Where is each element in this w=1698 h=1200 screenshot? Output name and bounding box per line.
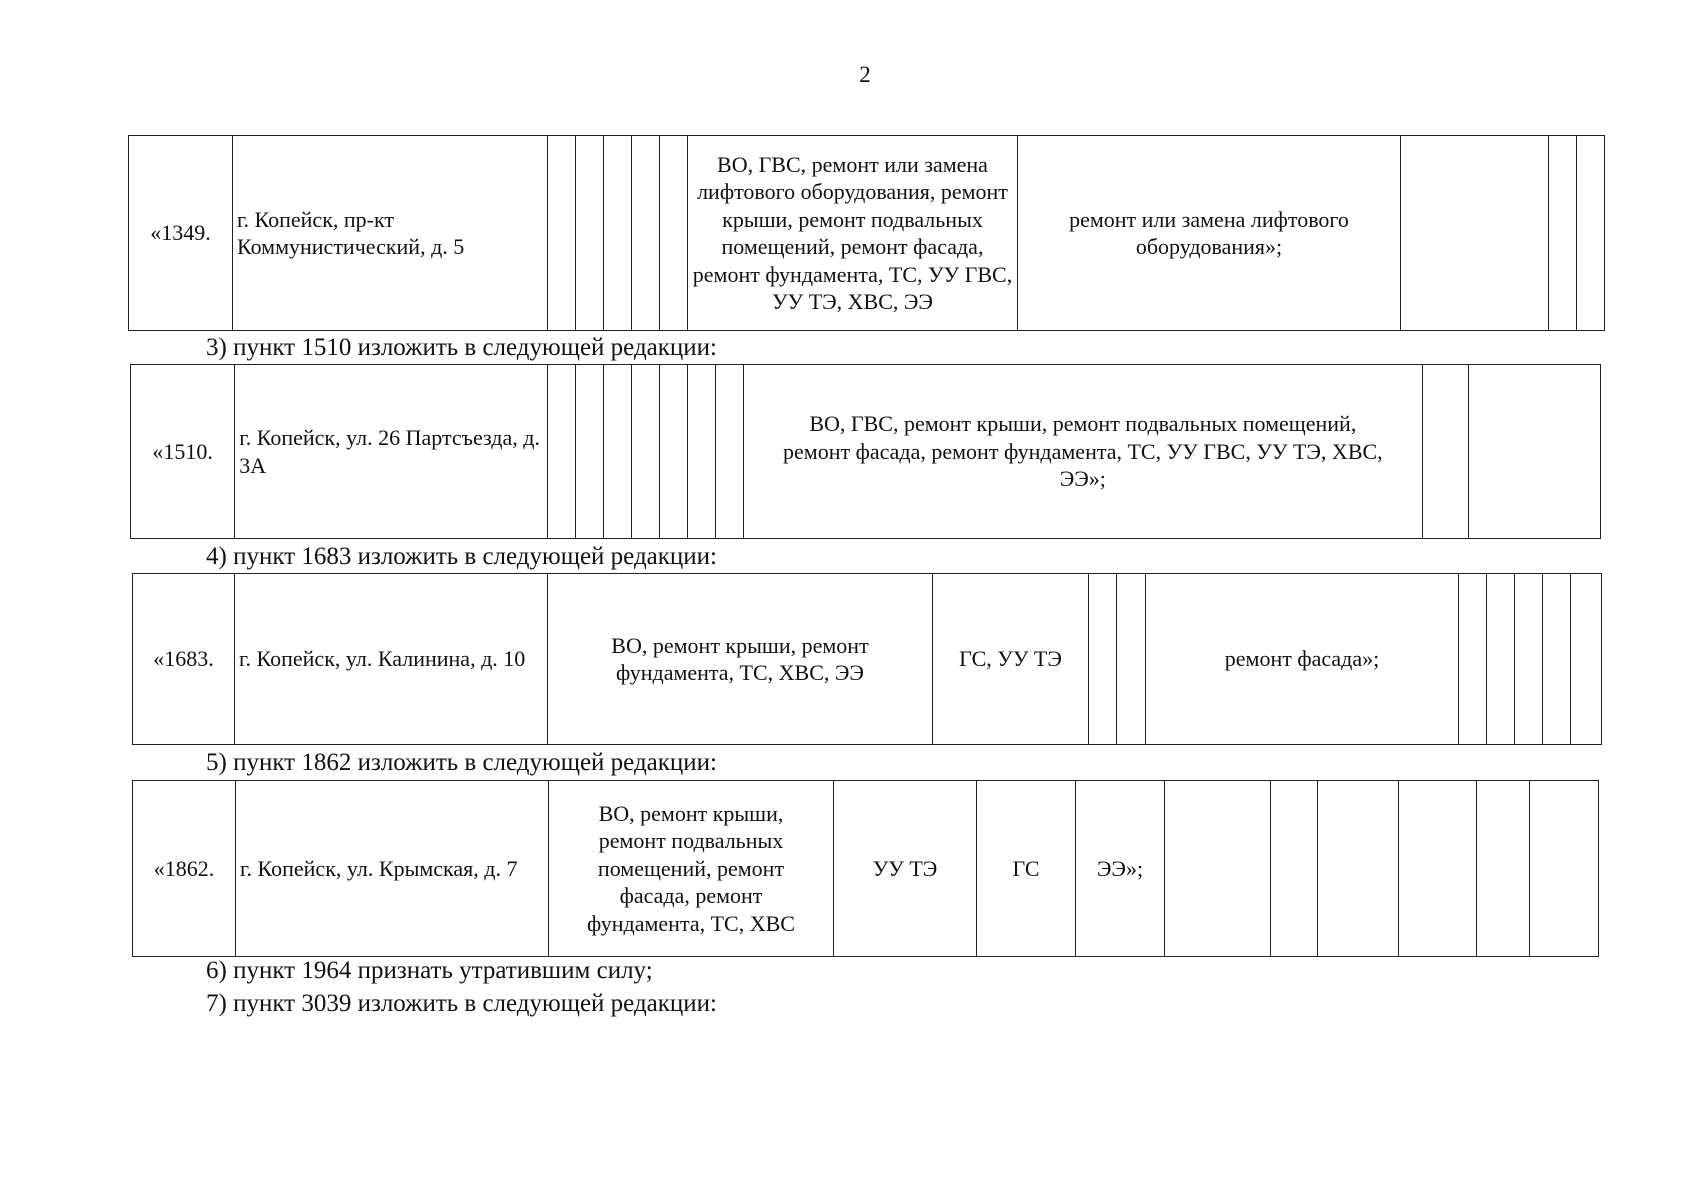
row-works-cell: ЭЭ»;	[1076, 781, 1165, 957]
empty-cell	[1571, 574, 1602, 745]
row-works-cell: ВО, ГВС, ремонт или замена лифтового оборудования, ремонт крыши, ремонт подвальных помещений, ремонт фасада, ремонт фундамента, ТС, УУ ГВС, УУ ТЭ, ХВС, ЭЭ	[688, 136, 1018, 331]
row-works-cell: ГС	[977, 781, 1076, 957]
empty-cell	[1477, 781, 1530, 957]
empty-cell	[1318, 781, 1399, 957]
row-works-cell: ВО, ГВС, ремонт крыши, ремонт подвальных помещений, ремонт фасада, ремонт фундамента, ТС, УУ ГВС, УУ ТЭ, ХВС, ЭЭ»;	[744, 365, 1422, 539]
paragraph-item-5: 5) пункт 1862 изложить в следующей редакции:	[206, 749, 717, 776]
row-number: «1862.	[133, 781, 236, 957]
row-address: г. Копейск, ул. 26 Партсъезда, д. 3А	[235, 365, 548, 539]
empty-cell	[1549, 136, 1577, 331]
row-address: г. Копейск, пр-кт Коммунистический, д. 5	[233, 136, 548, 331]
empty-cell	[1089, 574, 1117, 745]
empty-cell	[603, 365, 631, 539]
table-row-1862	[132, 780, 1599, 957]
empty-cell	[1577, 136, 1605, 331]
paragraph-item-6: 6) пункт 1964 признать утратившим силу;	[206, 957, 653, 984]
page-number: 2	[859, 62, 871, 87]
empty-cell	[1271, 781, 1318, 957]
empty-cell	[1117, 574, 1146, 745]
empty-cell	[1422, 365, 1468, 539]
row-number: «1510.	[131, 365, 235, 539]
row-works-cell: ВО, ремонт крыши, ремонт фундамента, ТС, ХВС, ЭЭ	[548, 574, 933, 745]
paragraph-item-4: 4) пункт 1683 изложить в следующей редакции:	[206, 543, 717, 570]
empty-cell	[1487, 574, 1515, 745]
empty-cell	[631, 365, 659, 539]
empty-cell	[1399, 781, 1477, 957]
table-row-1349	[128, 135, 1605, 331]
empty-cell	[604, 136, 632, 331]
empty-cell	[576, 136, 604, 331]
row-works-cell: ремонт или замена лифтового оборудования»;	[1018, 136, 1401, 331]
row-address: г. Копейск, ул. Крымская, д. 7	[236, 781, 549, 957]
paragraph-item-3: 3) пункт 1510 изложить в следующей редакции:	[206, 334, 717, 361]
empty-cell	[660, 136, 688, 331]
empty-cell	[547, 365, 575, 539]
empty-cell	[716, 365, 744, 539]
paragraph-item-7: 7) пункт 3039 изложить в следующей редакции:	[206, 990, 717, 1017]
row-works-cell: ВО, ремонт крыши, ремонт подвальных помещений, ремонт фасада, ремонт фундамента, ТС, ХВС	[549, 781, 834, 957]
row-works-cell: ремонт фасада»;	[1146, 574, 1459, 745]
empty-cell	[1401, 136, 1549, 331]
empty-cell	[1515, 574, 1543, 745]
empty-cell	[575, 365, 603, 539]
table-row-1683	[132, 573, 1602, 745]
empty-cell	[688, 365, 716, 539]
empty-cell	[1530, 781, 1599, 957]
empty-cell	[1165, 781, 1271, 957]
empty-cell	[1468, 365, 1600, 539]
empty-cell	[660, 365, 688, 539]
empty-cell	[1459, 574, 1487, 745]
empty-cell	[1543, 574, 1571, 745]
empty-cell	[632, 136, 660, 331]
row-number: «1349.	[129, 136, 233, 331]
row-number: «1683.	[133, 574, 235, 745]
row-works-cell: ГС, УУ ТЭ	[933, 574, 1089, 745]
table-row-1510	[130, 364, 1601, 539]
empty-cell	[548, 136, 576, 331]
row-address: г. Копейск, ул. Калинина, д. 10	[235, 574, 548, 745]
row-works-cell: УУ ТЭ	[834, 781, 977, 957]
